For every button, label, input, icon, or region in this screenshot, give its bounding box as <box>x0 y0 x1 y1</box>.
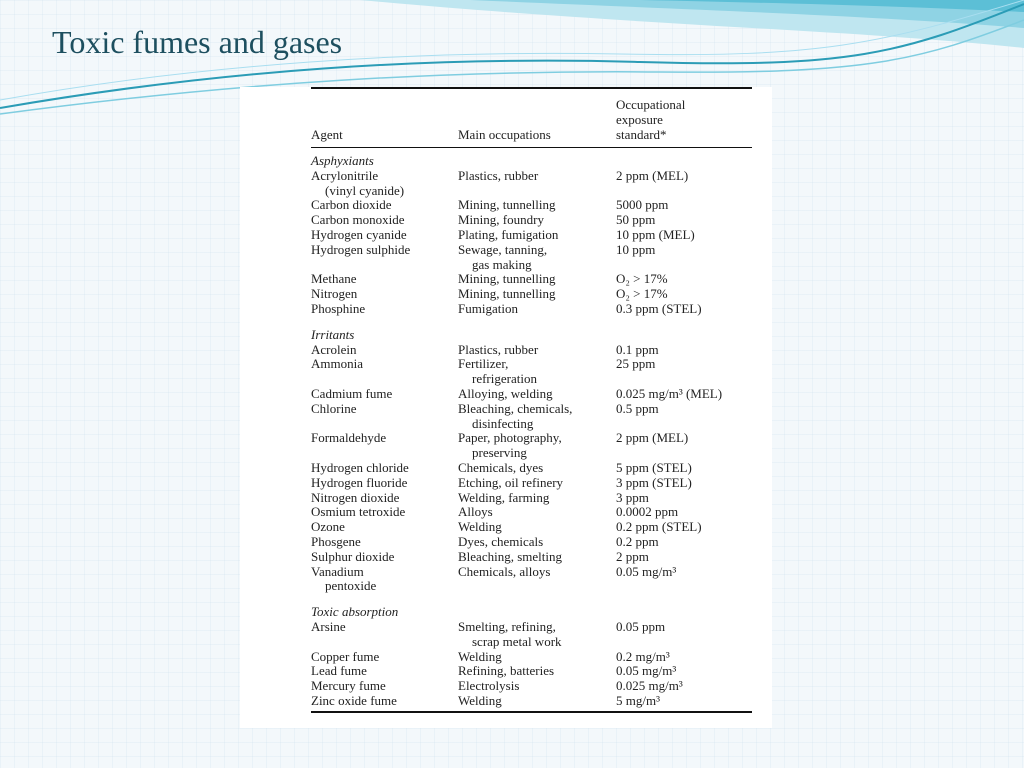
occupation-cell <box>458 579 616 594</box>
standard-cell: 3 ppm <box>616 489 649 505</box>
occupation-cell: Electrolysis <box>458 678 520 694</box>
standard-cell: 0.3 ppm (STEL) <box>616 300 702 316</box>
agent-cell: Formaldehyde <box>311 430 387 446</box>
section-title: Asphyxiants <box>311 153 374 168</box>
standard-cell: 3 ppm (STEL) <box>616 474 692 490</box>
standard-cell: 0.2 ppm <box>616 533 659 549</box>
occupation-cell: Welding <box>458 648 502 664</box>
occupation-cell <box>458 184 616 199</box>
agent-cell: Acrolein <box>311 341 357 357</box>
header-row <box>311 88 752 148</box>
occupation-cell: Sewage, tanning, <box>458 241 548 257</box>
agent-cell <box>311 372 458 387</box>
standard-cell <box>616 446 752 461</box>
occupation-cell: Welding <box>458 694 616 712</box>
table-row <box>311 198 752 213</box>
agent-cell: Hydrogen cyanide <box>311 226 407 242</box>
occupation-cell: Dyes, chemicals <box>458 533 544 549</box>
agent-cell: Cadmium fume <box>311 385 393 401</box>
standard-cell: 10 ppm (MEL) <box>616 226 695 242</box>
occupation-cell: Alloying, welding <box>458 385 553 401</box>
standard-cell: 0.025 mg/m³ (MEL) <box>616 385 723 401</box>
agent-cell <box>311 258 458 273</box>
standard-cell <box>616 417 752 432</box>
table-row <box>311 650 752 665</box>
slide-title: Toxic fumes and gases <box>52 24 343 60</box>
document-image <box>240 87 772 728</box>
standard-cell: 0.1 ppm <box>616 341 659 357</box>
table-header <box>311 88 752 148</box>
agent-cell: Ozone <box>311 519 345 535</box>
standard-cell: O₂ > 17% <box>616 271 668 287</box>
standard-cell <box>616 184 752 199</box>
table-row <box>311 664 752 679</box>
occupation-cell: Smelting, refining, <box>458 618 556 634</box>
standard-cell: 0.05 mg/m³ <box>616 563 677 579</box>
occupation-cell: scrap metal work <box>472 633 562 649</box>
table-row <box>311 213 752 228</box>
standard-cell: 0.0002 ppm <box>616 504 679 520</box>
agent-cell: Hydrogen chloride <box>311 459 409 475</box>
occupation-cell: Refining, batteries <box>458 663 555 679</box>
section-title: Irritants <box>311 326 355 342</box>
table-row <box>311 550 752 565</box>
standard-cell: 10 ppm <box>616 241 656 257</box>
occupation-cell: Welding <box>458 519 502 535</box>
standard-cell <box>616 579 752 594</box>
section-row <box>311 317 752 343</box>
agent-cell: Arsine <box>311 618 346 634</box>
section-title: Toxic absorption <box>311 604 399 620</box>
occupation-cell: preserving <box>472 445 527 461</box>
standard-cell: 5000 ppm <box>616 197 669 213</box>
table-row <box>311 679 752 694</box>
standard-cell <box>616 372 752 387</box>
table-row <box>311 184 752 199</box>
standard-cell: 0.05 ppm <box>616 618 666 634</box>
agent-cell <box>311 417 458 432</box>
standard-cell: 0.025 mg/m³ <box>616 678 683 694</box>
agent-cell: Acrylonitrile <box>311 167 379 183</box>
table-row <box>311 694 752 712</box>
agent-cell: Phosphine <box>311 300 366 316</box>
agent-cell <box>311 635 458 650</box>
table-row <box>311 476 752 491</box>
occupation-cell: Mining, tunnelling <box>458 286 556 302</box>
standard-cell: 25 ppm <box>616 356 656 372</box>
standard-cell: 0.2 mg/m³ <box>616 648 670 664</box>
agent-cell: Carbon dioxide <box>311 197 392 213</box>
occupation-cell: Mining, tunnelling <box>458 271 556 287</box>
table-row <box>311 343 752 358</box>
occupation-cell: Mining, foundry <box>458 212 544 228</box>
table-row <box>311 431 752 446</box>
standard-cell: 2 ppm (MEL) <box>616 430 689 446</box>
table-row <box>311 372 752 387</box>
table-row <box>311 520 752 535</box>
occupation-cell: Bleaching, smelting <box>458 548 562 564</box>
standard-cell <box>616 258 752 273</box>
agent-cell: Phosgene <box>311 533 361 549</box>
standard-cell: 0.5 ppm <box>616 400 659 416</box>
header-exposure-standard: Occupational exposure standard* <box>616 88 752 148</box>
table-row <box>311 505 752 520</box>
agent-cell: Nitrogen <box>311 286 358 302</box>
agent-cell: Copper fume <box>311 648 380 664</box>
standard-cell <box>616 635 752 650</box>
occupation-cell: Mining, tunnelling <box>458 197 556 213</box>
table-row <box>311 287 752 302</box>
occupation-cell: Welding, farming <box>458 489 550 505</box>
table-row <box>311 228 752 243</box>
occupation-cell: Plastics, rubber <box>458 341 539 357</box>
agent-cell: Hydrogen fluoride <box>311 474 408 490</box>
agent-cell: Methane <box>311 271 357 287</box>
occupation-cell: Bleaching, chemicals, <box>458 400 573 416</box>
table-row <box>311 579 752 594</box>
table-row <box>311 535 752 550</box>
agent-cell: Zinc oxide fume <box>311 694 458 712</box>
standard-cell: 0.2 ppm (STEL) <box>616 519 702 535</box>
table-row <box>311 272 752 287</box>
standard-cell: 0.05 mg/m³ <box>616 663 677 679</box>
table-row <box>311 635 752 650</box>
agent-cell: Hydrogen sulphide <box>311 241 411 257</box>
agent-cell: Chlorine <box>311 400 357 416</box>
standard-cell: O₂ > 17% <box>616 286 668 302</box>
table-row <box>311 620 752 635</box>
toxic-agents-table <box>311 87 752 713</box>
table-row <box>311 491 752 506</box>
occupation-cell: Chemicals, alloys <box>458 563 551 579</box>
header-agent: Agent <box>311 88 458 148</box>
agent-cell: Sulphur dioxide <box>311 548 395 564</box>
table-row <box>311 417 752 432</box>
table-row <box>311 387 752 402</box>
occupation-cell: disinfecting <box>472 415 534 431</box>
table-body <box>311 148 752 712</box>
table-row <box>311 302 752 317</box>
agent-cell: Lead fume <box>311 663 367 679</box>
occupation-cell: Paper, photography, <box>458 430 562 446</box>
occupation-cell: Chemicals, dyes <box>458 459 544 475</box>
table-row <box>311 169 752 184</box>
standard-cell: 50 ppm <box>616 212 656 228</box>
agent-cell: Carbon monoxide <box>311 212 405 228</box>
agent-cell: Ammonia <box>311 356 363 372</box>
table-row <box>311 402 752 417</box>
section-row <box>311 594 752 620</box>
occupation-cell: Etching, oil refinery <box>458 474 564 490</box>
standard-cell: 2 ppm <box>616 548 649 564</box>
agent-cell: Nitrogen dioxide <box>311 489 400 505</box>
occupation-cell: refrigeration <box>472 371 537 387</box>
occupation-cell: Fumigation <box>458 300 518 316</box>
occupation-cell: Plating, fumigation <box>458 226 559 242</box>
header-main-occupations: Main occupations <box>458 88 616 148</box>
occupation-cell: Alloys <box>458 504 493 520</box>
table-row <box>311 461 752 476</box>
agent-cell: Vanadium <box>311 563 364 579</box>
occupation-cell: gas making <box>472 256 532 272</box>
occupation-cell: Plastics, rubber <box>458 167 539 183</box>
occupation-cell: Fertilizer, <box>458 356 509 372</box>
agent-cell: (vinyl cyanide) <box>325 182 405 198</box>
table-row <box>311 446 752 461</box>
standard-cell: 5 ppm (STEL) <box>616 459 692 475</box>
agent-cell: pentoxide <box>325 578 377 594</box>
agent-cell: Osmium tetroxide <box>311 504 406 520</box>
standard-cell: 2 ppm (MEL) <box>616 167 689 183</box>
table-row <box>311 243 752 258</box>
table-row <box>311 258 752 273</box>
standard-cell: 5 mg/m³ <box>616 694 752 712</box>
agent-cell <box>311 446 458 461</box>
table-row <box>311 565 752 580</box>
table-row <box>311 357 752 372</box>
section-row <box>311 148 752 169</box>
agent-cell: Mercury fume <box>311 678 386 694</box>
